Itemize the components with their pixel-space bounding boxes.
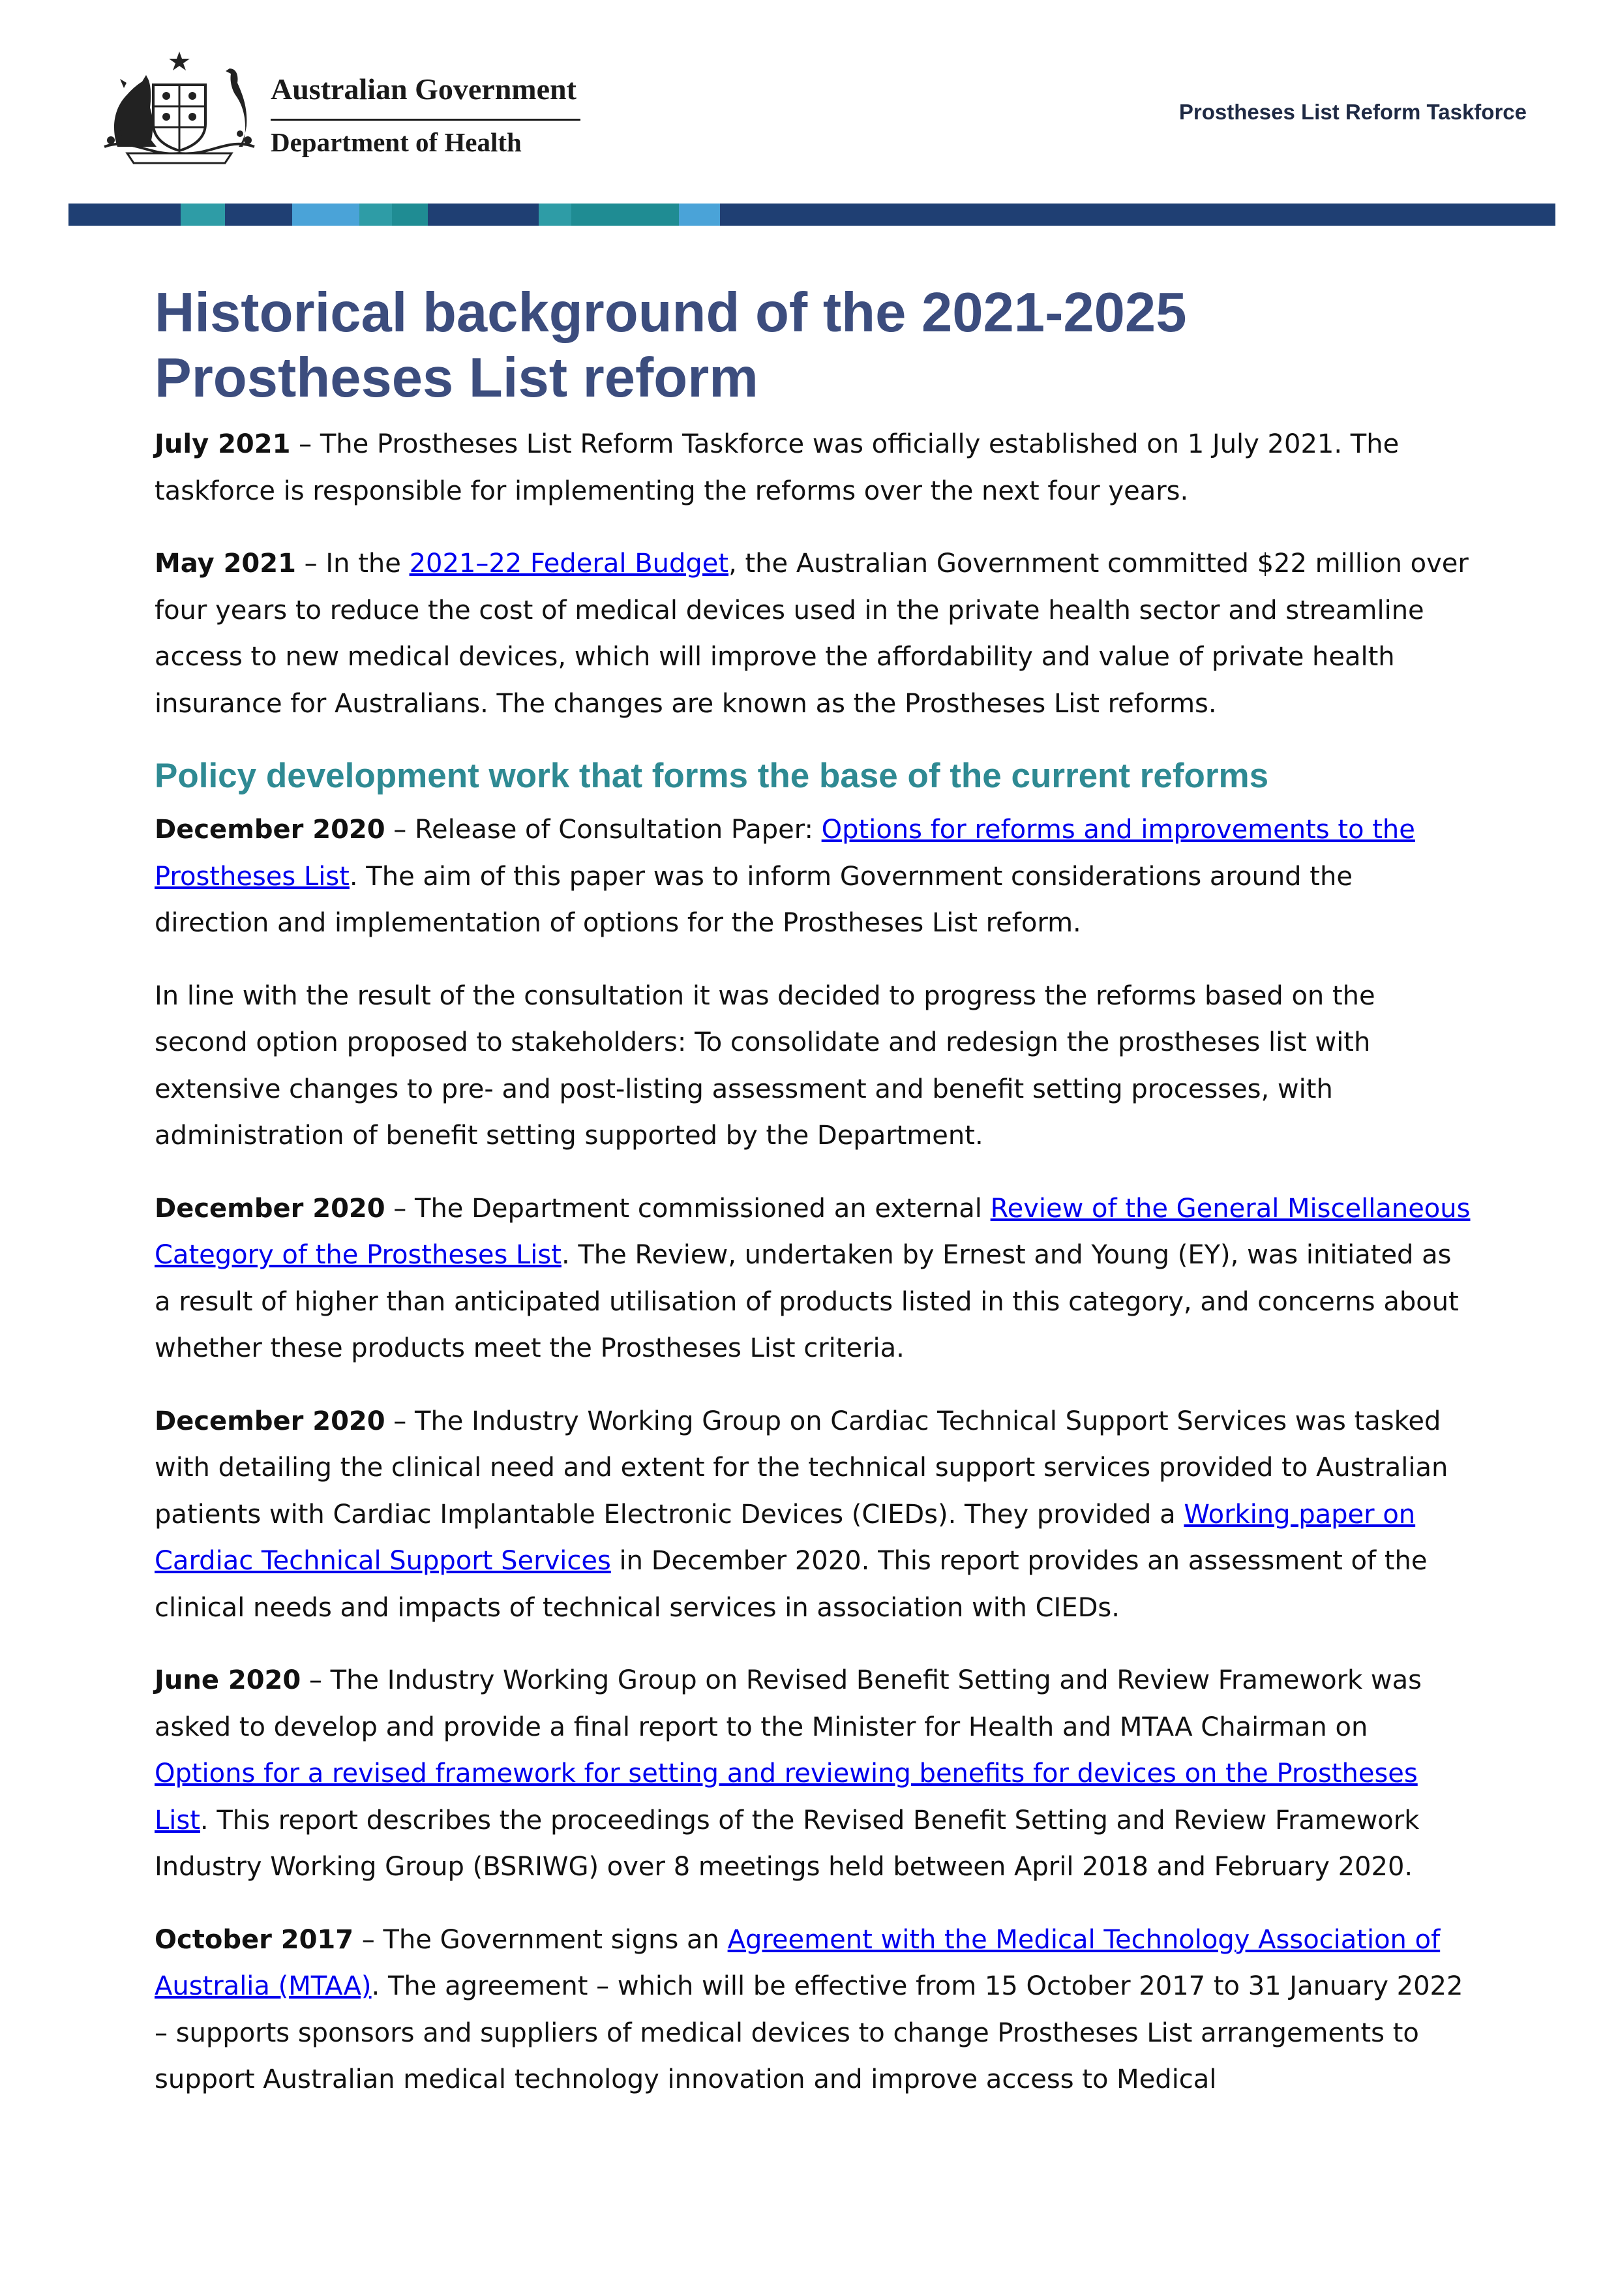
mtaa-agreement-link[interactable]: Agreement with the Medical Technology Association of Australia (MTAA) <box>155 1924 1441 2001</box>
page-title: Historical background of the 2021-2025 Prostheses List reform <box>155 282 1187 409</box>
department-name: Department of Health <box>271 127 522 157</box>
date-label: July 2021 <box>155 429 291 459</box>
paragraph-july-2021: July 2021 – The Prostheses List Reform Taskforce was officially established on 1 July 2021. The taskforce is responsible for implementing the reforms over the next four years. <box>155 429 1400 506</box>
main-content <box>155 280 1472 2130</box>
paragraph-oct-2017: October 2017 – The Government signs an Agreement with the Medical Technology Association of Australia (MTAA). The agreement – which will be effective from 15 October 2017 to 31 January 2022 – supports sponsors and suppliers of medical devices to change Prostheses List arrangements to support Australian medical technology innovation and improve access to Medical <box>155 1924 1463 2094</box>
paragraph-dec-2020-consultation: December 2020 – Release of Consultation Paper: Options for reforms and improvements to the Prostheses List. The aim of this paper was to inform Government considerations around the direction and implementation of options for the Prostheses List reform. <box>155 815 1415 938</box>
paragraph-may-2021: May 2021 – In the 2021–22 Federal Budget, the Australian Government committed $22 million over four years to reduce the cost of medical devices used in the private health sector and streamline access to new medical devices, which will improve the affordability and value of private health insurance for Australians. The changes are known as the Prostheses List reforms. <box>155 549 1469 719</box>
date-label: October 2017 <box>155 1924 354 1955</box>
paragraph-consultation-outcome: In line with the result of the consultation it was decided to progress the reforms based on the second option proposed to stakeholders: To consolidate and redesign the prostheses list with extensive changes to pre- and post-listing assessment and benefit setting processes, with administration of benefit setting supported by the Department. <box>155 980 1375 1151</box>
paragraph-dec-2020-cardiac: December 2020 – The Industry Working Group on Cardiac Technical Support Services was tasked with detailing the clinical need and extent for the technical support services provided to Australian patients with Cardiac Implantable Electronic Devices (CIEDs). They provided a Working paper on Cardiac Technical Support Services in December 2020. This report provides an assessment of the clinical needs and impacts of technical services in association with CIEDs. <box>155 1406 1448 1623</box>
header-divider <box>271 119 580 121</box>
date-label: December 2020 <box>155 815 385 845</box>
date-label: December 2020 <box>155 1406 385 1436</box>
general-misc-review-link[interactable]: Review of the General Miscellaneous Category of the Prostheses List <box>155 1193 1471 1270</box>
date-label: May 2021 <box>155 549 296 579</box>
revised-framework-link[interactable]: Options for a revised framework for setting and reviewing benefits for devices on the Prostheses List <box>155 1759 1418 1835</box>
date-label: December 2020 <box>155 1193 385 1224</box>
commonwealth-coat-of-arms-icon <box>91 49 267 166</box>
government-name: Australian Government <box>271 72 577 106</box>
cardiac-working-paper-link[interactable]: Working paper on Cardiac Technical Support Services <box>155 1499 1416 1576</box>
header-color-band <box>68 204 1555 226</box>
paragraph-june-2020: June 2020 – The Industry Working Group on Revised Benefit Setting and Review Framework was asked to develop and provide a final report to the Minister for Health and MTAA Chairman on Options for a revised framework for setting and reviewing benefits for devices on the Prostheses List. This report describes the proceedings of the Revised Benefit Setting and Review Framework Industry Working Group (BSRIWG) over 8 meetings held between April 2018 and February 2020. <box>155 1665 1422 1882</box>
taskforce-header: Prostheses List Reform Taskforce <box>1178 100 1527 124</box>
federal-budget-link[interactable]: 2021–22 Federal Budget <box>409 549 729 579</box>
paragraph-dec-2020-review: December 2020 – The Department commissioned an external Review of the General Miscellaneous Category of the Prostheses List. The Review, undertaken by Ernest and Young (EY), was initiated as a result of higher than anticipated utilisation of products listed in this category, and concerns about whether these products meet the Prostheses List criteria. <box>155 1193 1471 1363</box>
consultation-paper-link[interactable]: Options for reforms and improvements to the Prostheses List <box>155 815 1415 892</box>
date-label: June 2020 <box>155 1665 301 1695</box>
section-subheading: Policy development work that forms the base of the current reforms <box>155 757 1269 795</box>
